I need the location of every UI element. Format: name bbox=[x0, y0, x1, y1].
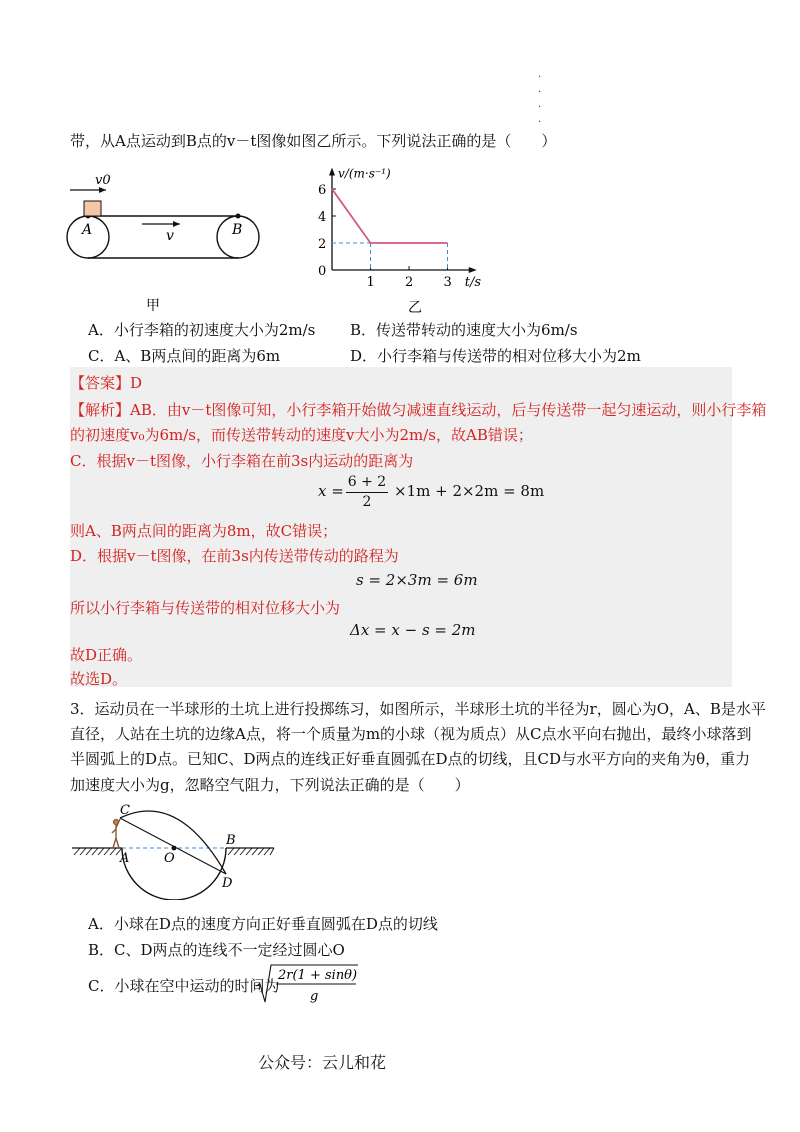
footer-wechat: 公众号：云儿和花 bbox=[258, 1053, 387, 1072]
label-b: B bbox=[226, 833, 236, 848]
analysis-line-3: C．根据v－t图像，小行李箱在前3s内运动的距离为 bbox=[70, 452, 414, 470]
conveyor-figure bbox=[62, 168, 272, 318]
center-point bbox=[172, 846, 177, 851]
eq1-left: x = bbox=[318, 482, 344, 500]
suitcase-box bbox=[84, 201, 101, 216]
analysis-line-6: 所以小行李箱与传送带的相对位移大小为 bbox=[70, 599, 341, 617]
x-axis-label: t/s bbox=[464, 275, 482, 290]
eq1-numerator: 6 + 2 bbox=[347, 474, 387, 490]
q3-stem-line-1: 3．运动员在一半球形的土坑上进行投掷练习，如图所示，半球形土坑的半径为r，圆心为O，A、B是水平 bbox=[70, 700, 766, 718]
y-tick-label: 2 bbox=[318, 237, 327, 252]
q3-stem-line-3: 半圆弧上的D点。已知C、D两点的连线正好垂直圆弧在D点的切线，且CD与水平方向的夹角为θ，重力 bbox=[70, 750, 751, 768]
v-label: v bbox=[166, 228, 174, 244]
label-a: A bbox=[120, 851, 130, 866]
x-tick-label: 1 bbox=[366, 275, 375, 290]
label-c: C bbox=[120, 803, 130, 818]
optc-numerator: 2r(1 + sinθ) bbox=[278, 968, 358, 983]
pit-figure bbox=[68, 800, 288, 900]
q2-option-b: B．传送带转动的速度大小为6m/s bbox=[350, 321, 578, 339]
eq1-denominator: 2 bbox=[362, 494, 372, 510]
q2-option-d: D．小行李箱与传送带的相对位移大小为2m bbox=[350, 347, 641, 365]
analysis-line-4: 则A、B两点间的距离为8m，故C错误； bbox=[70, 522, 338, 540]
q3-option-a: A．小球在D点的速度方向正好垂直圆弧在D点的切线 bbox=[88, 915, 438, 933]
q3-option-b: B．C、D两点的连线不一定经过圆心O bbox=[88, 941, 345, 959]
q2-option-a: A．小行李箱的初速度大小为2m/s bbox=[88, 321, 316, 339]
analysis-line-5: D．根据v－t图像，在前3s内传送带传动的路程为 bbox=[70, 547, 399, 565]
q2-stem-tail: 带，从A点运动到B点的v－t图像如图乙所示。下列说法正确的是（ ） bbox=[70, 132, 557, 150]
eq1-right: ×1m + 2×2m = 8m bbox=[394, 482, 545, 500]
velocity-series-line bbox=[332, 189, 448, 243]
fig-b-caption: 乙 bbox=[408, 300, 422, 316]
origin-label: 0 bbox=[318, 264, 327, 279]
y-axis-label: v/(m·s⁻¹) bbox=[338, 166, 391, 181]
eq3: Δx = x − s = 2m bbox=[350, 621, 476, 639]
y-tick-label: 6 bbox=[318, 183, 327, 198]
eq1-fraction-bar bbox=[346, 492, 388, 493]
athlete-figure bbox=[112, 819, 120, 848]
y-axis-arrow bbox=[329, 168, 335, 176]
label-d: D bbox=[222, 876, 233, 891]
x-tick-label: 2 bbox=[405, 275, 414, 290]
margin-dots: · · · · bbox=[538, 72, 542, 128]
y-tick-label: 4 bbox=[318, 210, 327, 225]
label-o: O bbox=[164, 851, 175, 866]
q2-option-c: C．A、B两点间的距离为6m bbox=[88, 347, 281, 365]
q3-stem-line-2: 直径，人站在土坑的边缘A点，将一个质量为m的小球（视为质点）从C点水平向右抛出，最终小球落到 bbox=[70, 725, 752, 743]
analysis-line-8: 故选D。 bbox=[70, 670, 128, 688]
sqrt-expression bbox=[254, 962, 364, 1008]
optc-denominator: g bbox=[310, 989, 319, 1004]
v0-label: v0 bbox=[95, 173, 111, 188]
analysis-line-2: 的初速度v₀为6m/s，而传送带转动的速度v大小为2m/s，故AB错误； bbox=[70, 426, 533, 444]
q3-option-c: C．小球在空中运动的时间为 bbox=[88, 977, 280, 995]
fig-a-caption: 甲 bbox=[146, 298, 160, 314]
point-a-label: A bbox=[82, 222, 93, 238]
vt-chart bbox=[300, 150, 520, 320]
analysis-line-7: 故D正确。 bbox=[70, 646, 143, 664]
x-tick-label: 3 bbox=[443, 275, 452, 290]
point-b-label: B bbox=[232, 222, 243, 238]
q3-stem-line-4: 加速度大小为g，忽略空气阻力，下列说法正确的是（ ） bbox=[70, 776, 470, 794]
x-axis-arrow bbox=[469, 267, 477, 273]
analysis-line-1: 【解析】AB．由v－t图像可知，小行李箱开始做匀减速直线运动，后与传送带一起匀速运动，则小行李箱 bbox=[70, 401, 767, 419]
eq2: s = 2×3m = 6m bbox=[356, 571, 478, 589]
answer-label: 【答案】D bbox=[70, 374, 143, 392]
